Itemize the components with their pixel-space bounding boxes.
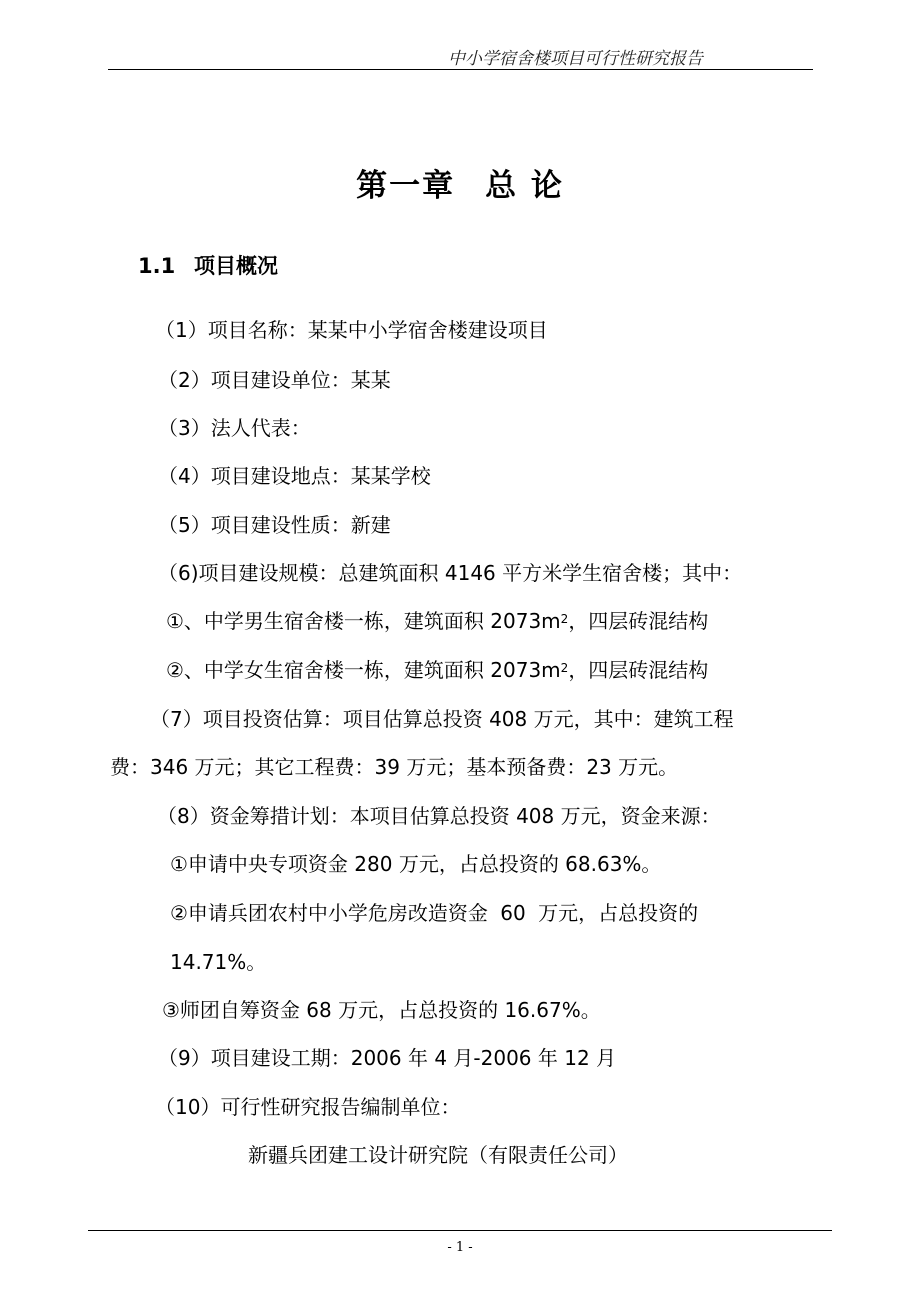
chapter-name: 总 论	[485, 168, 564, 204]
item-project-name: （1）项目名称：某某中小学宿舍楼建设项目	[155, 318, 548, 342]
section-number: 1.1	[138, 254, 176, 278]
section-title: 项目概况	[194, 254, 278, 278]
funding-subitem-self-raised: ③师团自筹资金 68 万元，占总投资的 16.67%。	[162, 998, 601, 1022]
item-funding-plan: （8）资金筹措计划：本项目估算总投资 408 万元，资金来源：	[157, 804, 721, 828]
report-compiler-name: 新疆兵团建工设计研究院（有限责任公司）	[248, 1143, 628, 1167]
funding-subitem-central: ①申请中央专项资金 280 万元，占总投资的 68.63%。	[170, 852, 662, 876]
item-construction-period: （9）项目建设工期：2006 年 4 月-2006 年 12 月	[158, 1046, 617, 1070]
chapter-number: 第一章	[356, 168, 456, 204]
funding-subitem-bingtuan: ②申请兵团农村中小学危房改造资金 60 万元，占总投资的	[170, 901, 699, 925]
item-construction-scale: （6)项目建设规模：总建筑面积 4146 平方米学生宿舍楼；其中：	[158, 561, 743, 585]
funding-subitem-bingtuan-continued: 14.71%。	[170, 950, 267, 974]
running-header: 中小学宿舍楼项目可行性研究报告	[448, 49, 703, 69]
item-construction-nature: （5）项目建设性质：新建	[158, 513, 391, 537]
scale-subitem-boys-dorm: ①、中学男生宿舍楼一栋，建筑面积 $2073m^2$，四层砖混结构	[166, 609, 709, 633]
section-heading	[138, 250, 278, 280]
item-investment-estimate-continued: 费：346 万元；其它工程费：39 万元；基本预备费：23 万元。	[110, 755, 679, 779]
chapter-title	[0, 160, 920, 205]
item-construction-site: （4）项目建设地点：某某学校	[158, 464, 431, 488]
header-rule	[108, 69, 813, 70]
page-number: - 1 -	[447, 1240, 473, 1255]
footer-rule	[88, 1230, 832, 1231]
scale-subitem-girls-dorm: ②、中学女生宿舍楼一栋，建筑面积 $2073m^2$，四层砖混结构	[166, 658, 709, 682]
item-investment-estimate: （7）项目投资估算：项目估算总投资 408 万元，其中：建筑工程	[150, 707, 734, 731]
item-legal-representative: （3）法人代表：	[158, 416, 311, 440]
item-construction-unit: （2）项目建设单位：某某	[158, 368, 391, 392]
item-report-compiler: （10）可行性研究报告编制单位：	[155, 1095, 461, 1119]
